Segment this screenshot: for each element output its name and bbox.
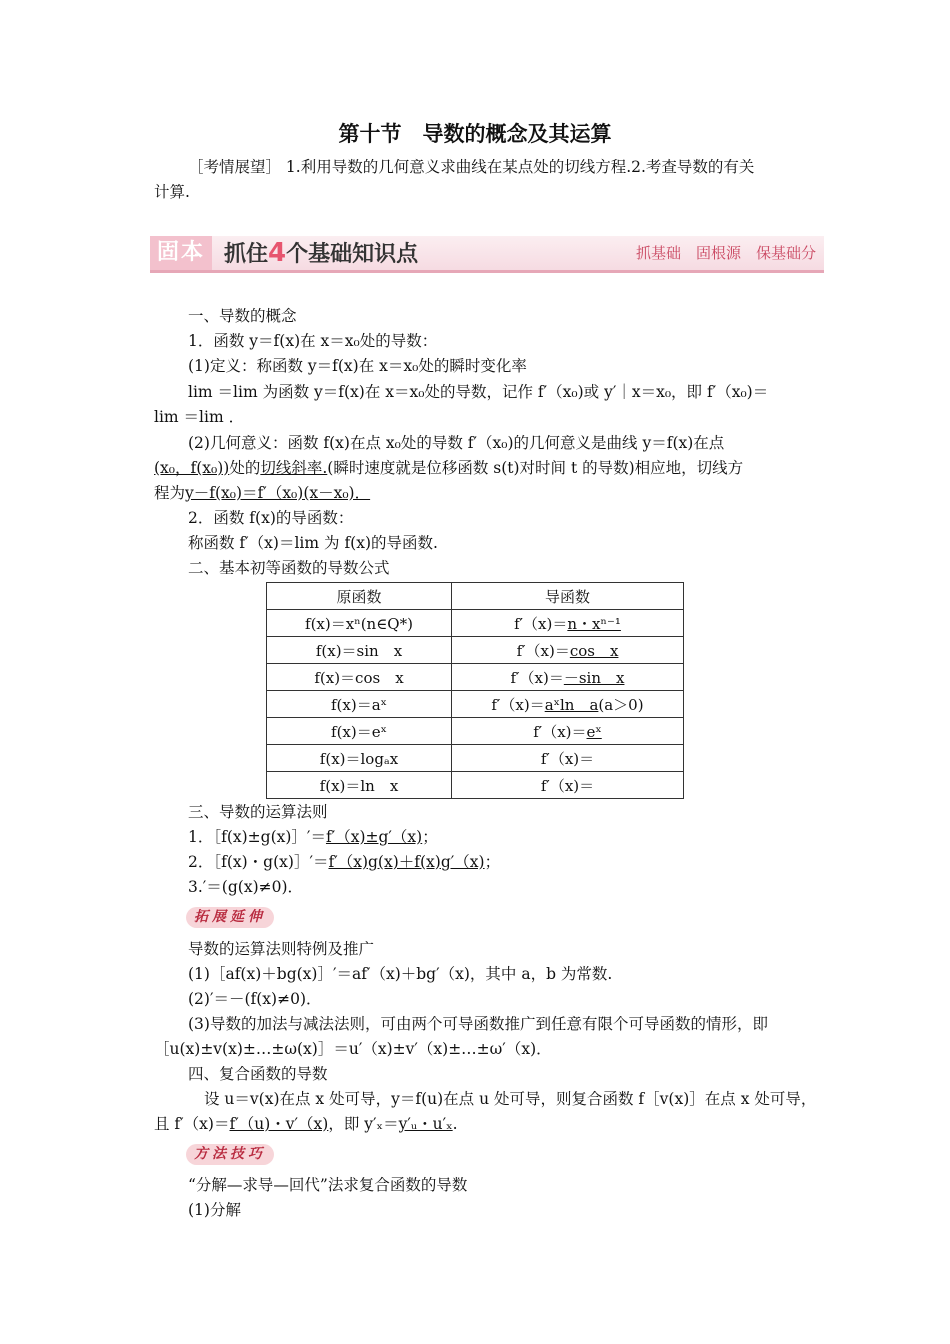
table-cell: f′（x)＝cos x	[452, 637, 684, 664]
kaoqing-line-1: ［考情展望］ 1.利用导数的几何意义求曲线在某点处的切线方程.2.考查导数的有关	[188, 158, 755, 176]
derivative-formula-table	[266, 582, 684, 799]
text-line: (2)′＝－(f(x)≠0)．	[188, 990, 322, 1008]
banner-tag: 固本	[150, 236, 212, 270]
text-line: (2)几何意义：函数 f(x)在点 x₀处的导数 f′（x₀)的几何意义是曲线 y＝f(x)在点	[188, 434, 725, 452]
text-line: 1．函数 y＝f(x)在 x＝x₀处的导数：	[188, 332, 438, 350]
text-line: (3)导数的加法与减法法则，可由两个可导函数推广到任意有限个可导函数的情形，即	[188, 1015, 768, 1033]
page-title: 第十节 导数的概念及其运算	[338, 121, 612, 146]
badge-extension: 拓展延伸	[186, 907, 274, 928]
text-line: (1)定义：称函数 y＝f(x)在 x＝x₀处的瞬时变化率	[188, 357, 527, 375]
badge-method: 方法技巧	[186, 1144, 274, 1165]
table-cell: f(x)＝eˣ	[267, 718, 452, 745]
table-cell: f(x)＝cos x	[267, 664, 452, 691]
text-line: ［u(x)±v(x)±…±ω(x)］＝u′（x)±v′（x)±…±ω′（x)．	[154, 1040, 552, 1058]
table-cell: f′（x)＝	[452, 745, 684, 772]
text-line: 程为y－f(x₀)＝f′（x₀)(x－x₀)．	[154, 484, 371, 502]
answer-blank: f′（x)g(x)＋f(x)g′（x)	[328, 853, 485, 871]
table-header-row	[267, 583, 684, 610]
answer-blank: f′（x)±g′（x)	[325, 828, 423, 846]
text-line: 2．函数 f(x)的导函数：	[188, 509, 354, 527]
banner-heading: 抓住4个基础知识点	[224, 238, 419, 268]
text-line: 称函数 f′（x)＝lim 为 f(x)的导函数.	[188, 534, 438, 552]
text-line: 2．［f(x)・g(x)］′＝f′（x)g(x)＋f(x)g′（x)；	[188, 853, 501, 871]
table-row	[267, 772, 684, 799]
table-cell: f(x)＝sin x	[267, 637, 452, 664]
section-banner	[150, 236, 824, 273]
banner-slogan: 抓基础 固根源 保基础分	[635, 244, 816, 262]
table-cell: f′（x)＝	[452, 772, 684, 799]
text-line: 导数的运算法则特例及推广	[188, 940, 375, 958]
section-heading-formulas: 二、基本初等函数的导数公式	[188, 559, 390, 577]
text-line: (1)分解	[188, 1201, 241, 1219]
text-line: lim ＝lim ．	[154, 408, 245, 426]
table-cell: f′（x)＝n・xⁿ⁻¹	[452, 610, 684, 637]
table-header: 导函数	[452, 583, 684, 610]
kaoqing-line-2: 计算.	[154, 183, 190, 201]
table-row	[267, 745, 684, 772]
text-line: “分解—求导—回代”法求复合函数的导数	[188, 1176, 468, 1194]
table-cell: f′（x)＝－sin x	[452, 664, 684, 691]
text-line: 3.′＝(g(x)≠0)．	[188, 878, 304, 896]
text-line: lim ＝lim 为函数 y＝f(x)在 x＝x₀处的导数，记作 f′（x₀)或 y′｜x＝x₀，即 f′（x₀)＝	[188, 383, 769, 401]
text-line: 且 f′（x)＝f′（u)・v′（x)，即 y′ₓ＝y′ᵤ・u′ₓ.	[154, 1115, 458, 1133]
answer-blank: 切线斜率.	[260, 459, 328, 477]
table-row	[267, 610, 684, 637]
text-line: (x₀，f(x₀))处的切线斜率.(瞬时速度就是位移函数 s(t)对时间 t 的导数)相应地，切线方	[154, 459, 744, 477]
section-heading-composite: 四、复合函数的导数	[188, 1065, 328, 1083]
table-row	[267, 691, 684, 718]
answer-blank: f′（u)・v′（x)	[229, 1115, 329, 1133]
text-line: (1)［af(x)＋bg(x)］′＝af′（x)＋bg′（x)，其中 a，b 为常数.	[188, 965, 613, 983]
answer-blank: y′ᵤ・u′ₓ	[398, 1115, 453, 1133]
table-cell: f(x)＝logₐx	[267, 745, 452, 772]
table-cell: f(x)＝aˣ	[267, 691, 452, 718]
answer-blank: y－f(x₀)＝f′（x₀)(x－x₀)．	[185, 484, 371, 502]
table-row	[267, 637, 684, 664]
table-row	[267, 664, 684, 691]
text-line: 1．［f(x)±g(x)］′＝f′（x)±g′（x)；	[188, 828, 438, 846]
table-cell: f(x)＝ln x	[267, 772, 452, 799]
text-line: 设 u＝v(x)在点 x 处可导，y＝f(u)在点 u 处可导，则复合函数 f［v(x)］在点 x 处可导，	[204, 1090, 817, 1108]
answer-blank: (x₀，f(x₀))	[154, 459, 230, 477]
section-heading-rules: 三、导数的运算法则	[188, 803, 328, 821]
table-cell: f(x)＝xⁿ(n∈Q*)	[267, 610, 452, 637]
table-cell: f′（x)＝eˣ	[452, 718, 684, 745]
section-heading-concept: 一、导数的概念	[188, 307, 297, 325]
table-header: 原函数	[267, 583, 452, 610]
table-row	[267, 718, 684, 745]
table-cell: f′（x)＝aˣln a(a＞0)	[452, 691, 684, 718]
